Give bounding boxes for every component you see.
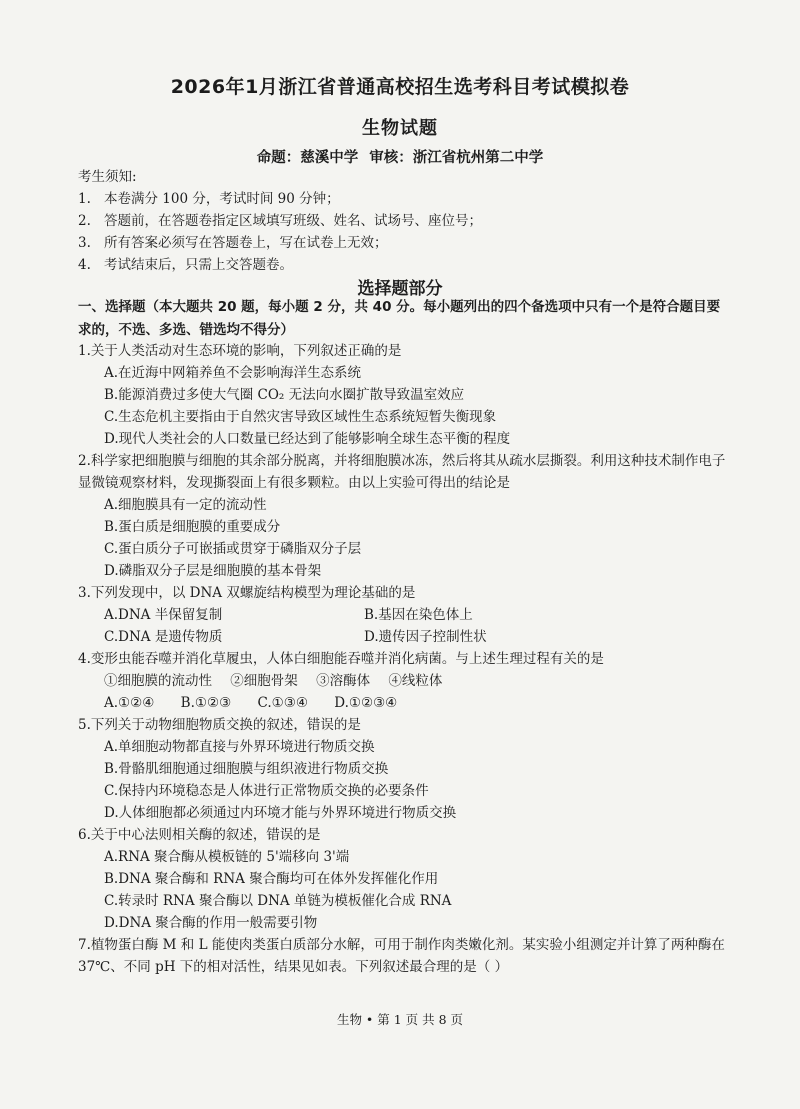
question-2 xyxy=(78,450,728,582)
option-c: C.蛋白质分子可嵌插或贯穿于磷脂双分子层 xyxy=(104,541,362,557)
question-list xyxy=(78,340,728,978)
option-b: B.骨骼肌细胞通过细胞膜与组织液进行物质交换 xyxy=(104,761,389,777)
question-stem: 2.科学家把细胞膜与细胞的其余部分脱离，并将细胞膜冰冻，然后将其从疏水层撕裂。利用这种技术制作电子显微镜观察材料，发现撕裂面上有很多颗粒。由以上实验可得出的结论是 xyxy=(78,453,726,491)
note-number: 4. xyxy=(78,257,91,273)
option-a: A.单细胞动物都直接与外界环境进行物质交换 xyxy=(104,739,375,755)
option-b: B.能源消费过多使大气圈 CO₂ 无法向水圈扩散导致温室效应 xyxy=(104,387,465,403)
option-a: A.DNA 半保留复制 xyxy=(104,607,223,623)
option-b: B.DNA 聚合酶和 RNA 聚合酶均可在体外发挥催化作用 xyxy=(104,871,439,887)
statement-2: ②细胞骨架 xyxy=(230,673,298,689)
question-6 xyxy=(78,824,728,934)
exam-title: 2026年1月浙江省普通高校招生选考科目考试模拟卷 xyxy=(170,76,630,98)
option-b: B.基因在染色体上 xyxy=(364,607,473,623)
note-text: 本卷满分 100 分，考试时间 90 分钟； xyxy=(104,191,340,207)
note-item xyxy=(78,254,758,276)
option-c: C.生态危机主要指由于自然灾害导致区域性生态系统短暂失衡现象 xyxy=(104,409,497,425)
option-c: C.转录时 RNA 聚合酶以 DNA 单链为模板催化合成 RNA xyxy=(104,893,452,909)
option-row xyxy=(78,626,728,648)
page-footer: 生物 • 第 1 页 共 8 页 xyxy=(336,1012,464,1027)
note-number: 3. xyxy=(78,235,91,251)
option-b: B.蛋白质是细胞膜的重要成分 xyxy=(104,519,281,535)
option-a: A.RNA 聚合酶从模板链的 5'端移向 3'端 xyxy=(104,849,350,865)
question-stem: 6.关于中心法则相关酶的叙述，错误的是 xyxy=(78,827,321,843)
question-1 xyxy=(78,340,728,450)
option-c: C.保持内环境稳态是人体进行正常物质交换的必要条件 xyxy=(104,783,429,799)
note-item xyxy=(78,188,758,210)
note-text: 所有答案必须写在答题卷上，写在试卷上无效； xyxy=(104,235,388,251)
note-number: 1. xyxy=(78,191,91,207)
candidate-notes xyxy=(78,166,758,276)
statement-row xyxy=(78,670,728,692)
notes-heading: 考生须知: xyxy=(78,169,137,185)
option-d: D.遗传因子控制性状 xyxy=(364,629,487,645)
question-4 xyxy=(78,648,728,714)
question-3 xyxy=(78,582,728,648)
question-stem: 3.下列发现中，以 DNA 双螺旋结构模型为理论基础的是 xyxy=(78,585,416,601)
option-d: D.磷脂双分子层是细胞膜的基本骨架 xyxy=(104,563,322,579)
question-stem: 1.关于人类活动对生态环境的影响，下列叙述正确的是 xyxy=(78,343,402,359)
option-d: D.人体细胞都必须通过内环境才能与外界环境进行物质交换 xyxy=(104,805,457,821)
statement-3: ③溶酶体 xyxy=(316,673,371,689)
question-7 xyxy=(78,934,728,978)
option-c: C.①③④ xyxy=(257,695,308,711)
authors-line: 命题：慈溪中学 审核：浙江省杭州第二中学 xyxy=(256,150,544,166)
question-stem: 7.植物蛋白酶 M 和 L 能使肉类蛋白质部分水解，可用于制作肉类嫩化剂。某实验小组测定并计算了两种酶在 37℃、不同 pH 下的相对活性，结果见如表。下列叙述最合理的是（ ） xyxy=(78,937,725,975)
question-stem: 5.下列关于动物细胞物质交换的叙述，错误的是 xyxy=(78,717,361,733)
option-c: C.DNA 是遗传物质 xyxy=(104,629,223,645)
statement-1: ①细胞膜的流动性 xyxy=(104,673,212,689)
option-a: A.细胞膜具有一定的流动性 xyxy=(104,497,267,513)
question-5 xyxy=(78,714,728,824)
note-item xyxy=(78,210,758,232)
section-title: 选择题部分 xyxy=(357,279,443,299)
note-number: 2. xyxy=(78,213,91,229)
option-a: A.①②④ xyxy=(104,695,155,711)
option-row xyxy=(78,604,728,626)
note-item xyxy=(78,232,758,254)
option-a: A.在近海中网箱养鱼不会影响海洋生态系统 xyxy=(104,365,362,381)
question-stem: 4.变形虫能吞噬并消化草履虫，人体白细胞能吞噬并消化病菌。与上述生理过程有关的是 xyxy=(78,651,604,667)
option-d: D.DNA 聚合酶的作用一般需要引物 xyxy=(104,915,318,931)
option-row xyxy=(78,692,728,714)
subject-title: 生物试题 xyxy=(362,118,438,139)
statement-4: ④线粒体 xyxy=(388,673,443,689)
note-text: 答题前，在答题卷指定区域填写班级、姓名、试场号、座位号； xyxy=(104,213,482,229)
section-instruction: 一、选择题（本大题共 20 题，每小题 2 分，共 40 分。每小题列出的四个备选项中只有一个是符合题目要求的，不选、多选、错选均不得分） xyxy=(78,299,721,338)
note-text: 考试结束后，只需上交答题卷。 xyxy=(104,257,293,273)
option-d: D.①②③④ xyxy=(334,695,398,711)
option-b: B.①②③ xyxy=(180,695,232,711)
option-d: D.现代人类社会的人口数量已经达到了能够影响全球生态平衡的程度 xyxy=(104,431,511,447)
